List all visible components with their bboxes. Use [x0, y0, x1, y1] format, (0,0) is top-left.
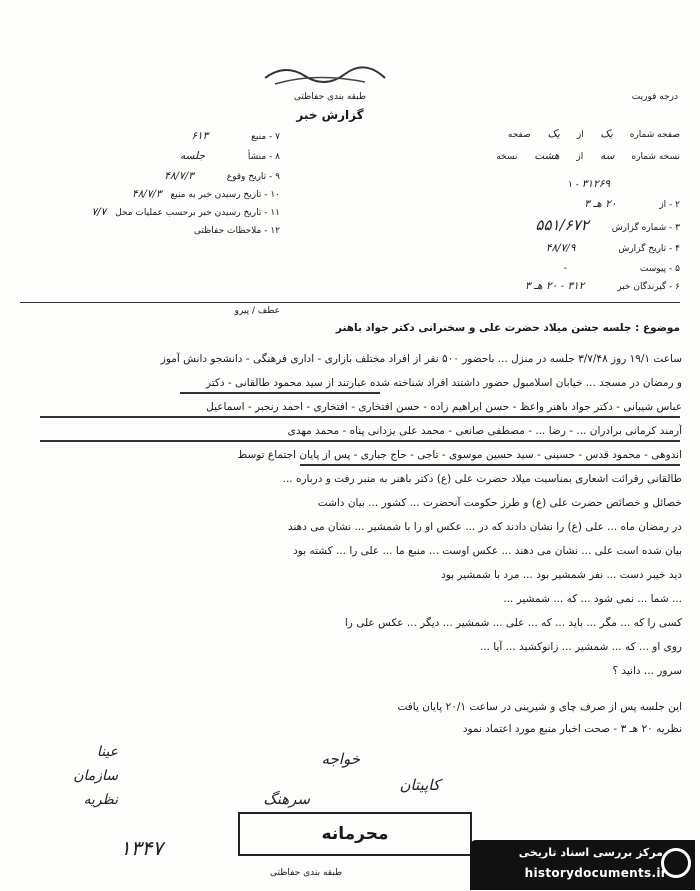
page-number-row: [508, 128, 680, 140]
margin-notes: [8, 740, 118, 830]
body-line: و رمضان در مسجد ... خیابان اسلامبول حضور داشتند افراد شناخته شده عبارتند از سید محمود طالقانی - دکتر: [205, 377, 682, 389]
body-line: ساعت ۱۹/۱ روز ۳/۷/۴۸ جلسه در منزل ... باحضور ۵۰۰ نفر از افراد مختلف بازاری - اداری فرهنگی - دانشجو دانش آموز: [160, 353, 682, 365]
margin-note: سازمان: [73, 768, 118, 784]
signature: سرهنگ: [263, 790, 310, 808]
field-10: ۱۰ - تاریخ رسیدن خبر به منبع ۴۸/۷/۳: [131, 188, 280, 200]
body-line: دید خیبر دست ... نفر شمشیر بود ... مرد با شمشیر بود: [441, 569, 682, 581]
page-word: صفحه: [507, 130, 531, 140]
priority-label: درجه فوریت: [631, 92, 678, 102]
copy-number-value: سه: [600, 150, 615, 162]
subject-line: موضوع : جلسه جشن میلاد حضرت علی و سخنرانی دکتر جواد باهنر: [335, 322, 680, 334]
footer-classification: طبقه بندی حفاظتی: [270, 868, 343, 878]
page-number-label: صفحه شماره: [629, 130, 680, 140]
underline-mark: [180, 392, 380, 394]
report-title: گزارش خبر: [296, 108, 364, 122]
footer-number: ۱۳۴۷: [120, 836, 163, 860]
divider: [20, 302, 680, 303]
body-line: اندوهی - محمود قدس - حسینی - سید حسین موسوی - تاجی - حاج جباری - پس از پایان اجتماع توسط: [237, 449, 682, 461]
header-stamp: [255, 58, 395, 94]
body-line: ... شما ... نمی شود ... که ... شمشیر ...: [503, 593, 682, 605]
confidential-stamp-text: محرمانه: [321, 824, 389, 844]
field-6: ۶ - گیرندگان خبر ۳۱۲ - ۲۰ هـ ۳: [525, 280, 680, 292]
watermark-url: historydocuments.ir: [524, 866, 667, 880]
field-4: ۴ - تاریخ گزارش ۴۸/۷/۹: [545, 242, 680, 254]
copy-word: نسخه: [496, 152, 518, 162]
body-line: کسی را که ... مگر ... باید ... که ... علی ... شمشیر ... دیگر ... عکس علی را: [344, 617, 682, 629]
classification-header: طبقه بندی حفاظتی: [293, 92, 367, 102]
end-note: این جلسه پس از صرف چای و شیرینی در ساعت ۲۰/۱ پایان یافت: [397, 701, 682, 713]
field-8: ۸ - منشأ جلسه: [180, 150, 280, 162]
page-number-value: یک: [600, 128, 613, 140]
signature: کاپیتان: [399, 776, 440, 794]
margin-note: نظریه: [83, 792, 118, 808]
of-label: از: [576, 130, 584, 140]
watermark-badge: [470, 840, 695, 890]
field-5: ۵ - پیوست -: [563, 262, 680, 274]
body-line: در رمضان ماه ... علی (ع) را نشان دادند که در ... عکس او را با شمشیر ... نشان می دهند: [287, 521, 682, 533]
body-line: بیان شده است علی ... نشان می دهند ... عکس اوست ... منبع ما ... علی را ... کشته بود: [293, 545, 682, 557]
body-line: آرمند کرمانی برادران ... - رضا ... - مصطفی صانعی - محمد علی یزدانی پناه - محمد مهدی: [287, 425, 682, 437]
field-12: ۱۲ - ملاحظات حفاظتی: [193, 226, 280, 236]
field-1: ۱ - ۳۱۲۶۹: [567, 178, 610, 190]
body-line: روی او ... که ... شمشیر ... زانوکشید ... آیا ...: [479, 641, 682, 653]
signature-area: [120, 750, 450, 810]
signature: خواجه: [321, 750, 360, 768]
field-11: ۱۱ - تاریخ رسیدن خبر برحسب عملیات محل ۷/۷: [91, 206, 280, 218]
confidential-stamp: [238, 812, 472, 856]
body-line: سرور ... دانید ؟: [612, 665, 682, 677]
underline-mark: [40, 440, 680, 442]
copy-number-row: [496, 150, 680, 162]
body-line: خصائل و خصائص حضرت علی (ع) و طرز حکومت آنحضرت ... کشور ... بیان داشت: [317, 497, 682, 509]
watermark-logo-icon: [661, 848, 691, 878]
underline-mark: [300, 464, 680, 466]
ref-label: عطف / پیرو: [234, 306, 280, 316]
field-9: ۹ - تاریخ وقوع ۴۸/۷/۳: [164, 170, 280, 182]
body-line: طالقانی رقرائت اشعاری بمناسبت میلاد حضرت علی (ع) دکتر باهنر به منبر رفت و درباره ...: [282, 473, 682, 485]
of-label-2: از: [576, 152, 584, 162]
body-line: عباس شیبانی - دکتر جواد باهنر واعظ - حسن ابراهیم زاده - حسن افتخاری - افتخاری - احمد رنجبر - اسماعیل: [206, 401, 682, 413]
copy-number-label: نسخه شماره: [631, 152, 680, 162]
end-note-2: نظریه ۲۰ هـ ۳ - صحت اخبار منبع مورد اعتماد نمود: [462, 723, 682, 735]
underline-mark: [40, 416, 680, 418]
margin-note: عینا: [96, 744, 118, 760]
page-total-value: یک: [547, 128, 560, 140]
field-2: ۲ - از ۲۰ هـ ۳: [584, 198, 680, 210]
field-7: ۷ - منبع ۶۱۳: [191, 130, 280, 142]
field-3: ۳ - شماره گزارش ۵۵۱/۶۷۲: [535, 216, 680, 234]
watermark-text: مرکز بررسی اسناد تاریخی: [518, 846, 663, 859]
copy-total-value: هشت: [534, 150, 560, 162]
